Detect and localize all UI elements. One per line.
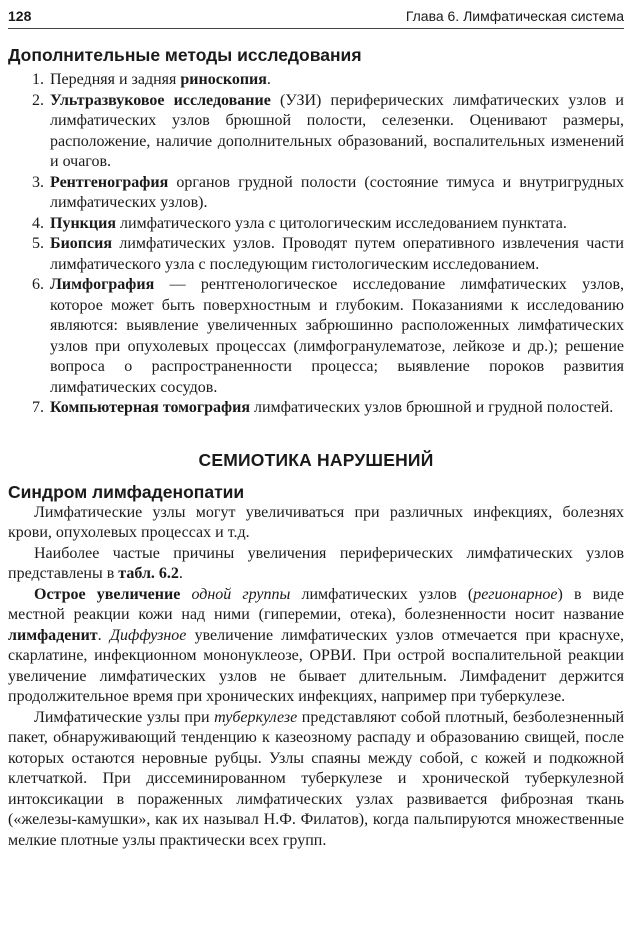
page-number: 128 xyxy=(8,8,32,24)
paragraph: Лимфатические узлы могут увеличиваться при различных инфекциях, болезнях крови, опухолевых процессах и т.д. xyxy=(8,503,624,541)
chapter-section-heading: СЕМИОТИКА НАРУШЕНИЙ xyxy=(198,449,434,470)
list-item: 4. Пункция лимфатического узла с цитологическим исследованием пунктата. xyxy=(32,214,567,232)
subsection-heading: Синдром лимфаденопатии xyxy=(8,481,245,502)
list-item: 3. Рентгенография органов грудной полости (состояние тимуса и внутригрудных лимфатических узлов). xyxy=(32,173,624,211)
chapter-title: Глава 6. Лимфатическая система xyxy=(405,8,624,24)
paragraph: Острое увеличение одной группы лимфатических узлов (регионарное) в виде местной реакции кожи над ними (гиперемии, отека), болезненности носит название лимфаденит. Диффузное увеличение лимфатических узлов отмечается при краснухе, скарлатине, инфекционном мононуклеозе, ОРВИ. При острой воспалительной реакции увеличение лимфатических узлов не бывает длительным. Лимфаденит держится продолжительное время при хронических инфекциях, например при туберкулезе. xyxy=(8,585,625,705)
list-item: 1. Передняя и задняя риноскопия. xyxy=(32,71,271,88)
paragraph: Лимфатические узлы при туберкулезе представляют собой плотный, безболезненный пакет, обнаруживающий тенденцию к казеозному распаду и образованию свищей, после которых остаются неровные рубцы. Узлы спаяны между собой, с кожей и подкожной клетчаткой. При диссеминированном туберкулезе и хронической туберкулезной интоксикации в пораженных лимфатических узлах развивается фиброзная ткань («железы-камушки», как их называл Н.Ф. Филатов), когда пальпируются множественные мелкие плотные узлы практически всех групп. xyxy=(8,708,625,849)
list-item: 2. Ультразвуковое исследование (УЗИ) периферических лимфатических узлов и лимфатических узлов брюшной полости, селезенки. Оценивают размеры, расположение, наличие дополнительных образований, воспалительных изменений и очагов. xyxy=(32,91,624,170)
methods-list xyxy=(8,70,624,419)
list-item: 6. Лимфография — рентгенологическое исследование лимфатических узлов, которое может быть поверхностным и глубоким. Показаниями к исследованию являются: выявление увеличенных забрюшинно расположенных лимфатических узлов при опухолевых процессах (лимфогранулематозе, лейкозе и др.); решение вопроса о распространенности процесса; выявление пороков развития лимфатических сосудов. xyxy=(32,276,624,396)
page-content xyxy=(8,44,624,851)
table-reference: табл. 6.2 xyxy=(118,565,179,582)
list-item: 5. Биопсия лимфатических узлов. Проводят путем оперативного извлечения части лимфатического узла с последующим гистологическим исследованием. xyxy=(32,235,624,273)
paragraph: Наиболее частые причины увеличения периферических лимфатических узлов представлены в табл. 6.2. xyxy=(8,544,624,582)
section-heading-methods: Дополнительные методы исследования xyxy=(8,45,362,65)
running-header xyxy=(8,6,624,29)
list-item: 7. Компьютерная томография лимфатических узлов брюшной и грудной полостей. xyxy=(32,399,614,416)
